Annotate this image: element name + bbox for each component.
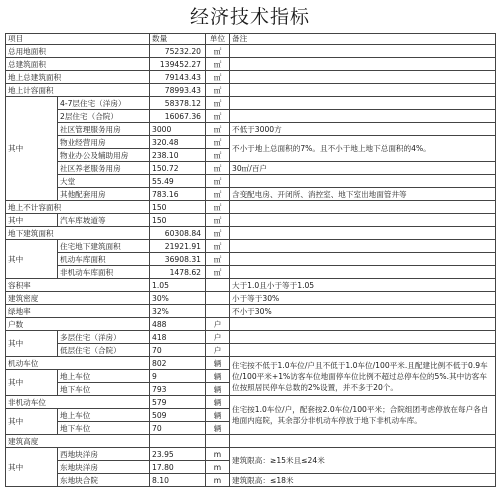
group-label-zhongji: 其中 (6, 370, 58, 396)
row-note (230, 240, 496, 253)
row-qty: 16067.36 (150, 110, 206, 123)
row-unit: ㎡ (206, 71, 230, 84)
row-note: 大于1.0且小于等于1.05 (230, 279, 496, 292)
row-label: 地上总建筑面积 (6, 71, 150, 84)
table-row (6, 279, 496, 292)
row-label: 建筑密度 (6, 292, 150, 305)
row-unit: 户 (206, 318, 230, 331)
table-row (6, 175, 496, 188)
row-label: 非机动车位 (6, 396, 150, 409)
row-unit: ㎡ (206, 214, 230, 227)
row-qty: 23.95 (150, 448, 206, 461)
header-item: 项目 (6, 34, 150, 45)
row-unit: ㎡ (206, 58, 230, 71)
row-note (230, 58, 496, 71)
row-unit: 辆 (206, 370, 230, 383)
row-qty: 36908.31 (150, 253, 206, 266)
header-qty: 数量 (150, 34, 206, 45)
sub-label: 大堂 (58, 175, 150, 188)
row-unit (206, 279, 230, 292)
row-note: 住宅按1.0车位/户，配套按2.0车位/100平米；合院组团考虑停放在每户各自地面内庭院，其余部分非机动车停放于地下非机动车库。 (230, 396, 496, 435)
row-unit: 辆 (206, 383, 230, 396)
group-label-zhongji: 其中 (6, 331, 58, 357)
table-row (6, 136, 496, 149)
row-qty: 70 (150, 344, 206, 357)
sub-label: 地上车位 (58, 409, 150, 422)
sub-label: 其他配套用房 (58, 188, 150, 201)
sub-label: 社区养老服务用房 (58, 162, 150, 175)
row-label: 总建筑面积 (6, 58, 150, 71)
row-note: 建筑限高：≥15米且≤24米 (230, 448, 496, 474)
row-unit: ㎡ (206, 97, 230, 110)
row-unit: 户 (206, 344, 230, 357)
row-qty: 509 (150, 409, 206, 422)
row-note: 不低于3000方 (230, 123, 496, 136)
row-note (230, 344, 496, 357)
sub-label: 住宅地下建筑面积 (58, 240, 150, 253)
document-title: 经济技术指标 (189, 6, 310, 28)
row-unit (206, 292, 230, 305)
row-qty: 78993.43 (150, 84, 206, 97)
row-unit: 辆 (206, 396, 230, 409)
sub-label: 4-7层住宅（洋房） (58, 97, 150, 110)
sub-label: 地上车位 (58, 370, 150, 383)
row-qty: 60308.84 (150, 227, 206, 240)
sub-label: 汽车库坡道等 (58, 214, 150, 227)
row-unit: ㎡ (206, 240, 230, 253)
sub-label: 多层住宅（洋房） (58, 331, 150, 344)
table-row (6, 435, 496, 448)
table-row (6, 344, 496, 357)
row-note (230, 175, 496, 188)
row-qty: 793 (150, 383, 206, 396)
table-row (6, 227, 496, 240)
group-label-zhongji: 其中 (6, 448, 58, 487)
row-qty: 139452.27 (150, 58, 206, 71)
sub-label: 低层住宅（合院） (58, 344, 150, 357)
row-unit: ㎡ (206, 45, 230, 58)
row-note: 30㎡/百户 (230, 162, 496, 175)
row-unit: 辆 (206, 422, 230, 435)
table-row (6, 448, 496, 461)
table-row (6, 396, 496, 409)
row-note (230, 227, 496, 240)
sub-label: 社区管理服务用房 (58, 123, 150, 136)
group-label-zhongji: 其中 (6, 240, 58, 279)
row-note (230, 435, 496, 448)
table-row (6, 97, 496, 110)
table-row (6, 214, 496, 227)
table-row (6, 162, 496, 175)
table-row (6, 253, 496, 266)
row-label: 绿地率 (6, 305, 150, 318)
group-label-zhongji: 其中 (6, 214, 58, 227)
row-unit: ㎡ (206, 162, 230, 175)
row-label: 地下建筑面积 (6, 227, 150, 240)
row-unit: ㎡ (206, 253, 230, 266)
row-note: 含变配电房、开闭所、消控室、地下室出地面管井等 (230, 188, 496, 201)
row-unit: m (206, 448, 230, 461)
row-note (230, 253, 496, 266)
sub-label: 物业办公及辅助用房 (58, 149, 150, 162)
row-qty: 8.10 (150, 474, 206, 487)
row-unit: ㎡ (206, 188, 230, 201)
row-qty: 9 (150, 370, 206, 383)
row-note: 不小于30% (230, 305, 496, 318)
row-label: 容积率 (6, 279, 150, 292)
table-row (6, 266, 496, 279)
sub-label: 物业经营用房 (58, 136, 150, 149)
sub-label: 机动车库面积 (58, 253, 150, 266)
group-label-zhongji: 其中 (6, 409, 58, 435)
row-qty (150, 435, 206, 448)
row-unit: m (206, 474, 230, 487)
row-unit: 户 (206, 331, 230, 344)
table-row (6, 188, 496, 201)
row-note: 不小于地上总面积的7%。且不小于地上地下总面积的4%。 (230, 136, 496, 162)
row-unit: 辆 (206, 357, 230, 370)
row-note: 住宅按不低于1.0车位/户且不低于1.0车位/100平米.且配建比例不低于0.9车位/100平米+1%访客车位地面停车位比例不超过总停车位的5%.其中访客车位按照居民停车总数的2%设置，并不多于20个。 (230, 357, 496, 396)
table-row (6, 201, 496, 214)
table-row (6, 240, 496, 253)
row-note (230, 318, 496, 331)
table-row (6, 58, 496, 71)
row-qty: 418 (150, 331, 206, 344)
row-qty: 30% (150, 292, 206, 305)
row-note (230, 71, 496, 84)
table-header-row (6, 34, 496, 45)
row-qty: 150 (150, 214, 206, 227)
row-note (230, 266, 496, 279)
row-qty: 58378.12 (150, 97, 206, 110)
table-row (6, 292, 496, 305)
row-note (230, 97, 496, 110)
row-qty: 3000 (150, 123, 206, 136)
row-qty: 802 (150, 357, 206, 370)
table-row (6, 331, 496, 344)
row-qty: 55.49 (150, 175, 206, 188)
sub-label: 地下车位 (58, 422, 150, 435)
row-qty: 150 (150, 201, 206, 214)
row-note (230, 45, 496, 58)
row-unit: ㎡ (206, 136, 230, 149)
row-note (230, 331, 496, 344)
row-note (230, 84, 496, 97)
table-row (6, 318, 496, 331)
row-qty: 1478.62 (150, 266, 206, 279)
table-row (6, 45, 496, 58)
row-label: 地上计容面积 (6, 84, 150, 97)
row-qty: 320.48 (150, 136, 206, 149)
row-unit: m (206, 461, 230, 474)
row-qty: 1.05 (150, 279, 206, 292)
header-note: 备注 (230, 34, 496, 45)
row-unit: ㎡ (206, 201, 230, 214)
row-qty: 238.10 (150, 149, 206, 162)
group-label-zhongji: 其中 (6, 97, 58, 201)
row-unit (206, 435, 230, 448)
table-row (6, 305, 496, 318)
indicators-table (5, 33, 496, 487)
row-unit: ㎡ (206, 266, 230, 279)
row-note: 小于等于30% (230, 292, 496, 305)
table-row (6, 110, 496, 123)
row-note: 建筑限高：≤18米 (230, 474, 496, 487)
row-qty: 70 (150, 422, 206, 435)
row-note (230, 214, 496, 227)
sub-label: 地下车位 (58, 383, 150, 396)
header-unit: 单位 (206, 34, 230, 45)
sub-label: 东地块洋房 (58, 461, 150, 474)
row-unit: ㎡ (206, 84, 230, 97)
sub-label: 西地块洋房 (58, 448, 150, 461)
sub-label: 东地块合院 (58, 474, 150, 487)
row-label: 地上不计容面积 (6, 201, 150, 214)
row-label: 总用地面积 (6, 45, 150, 58)
row-note (230, 110, 496, 123)
row-unit: ㎡ (206, 149, 230, 162)
row-qty: 17.80 (150, 461, 206, 474)
row-unit: ㎡ (206, 110, 230, 123)
row-qty: 579 (150, 396, 206, 409)
table-row (6, 123, 496, 136)
row-qty: 150.72 (150, 162, 206, 175)
table-row (6, 84, 496, 97)
row-qty: 32% (150, 305, 206, 318)
row-unit: 辆 (206, 409, 230, 422)
row-unit: ㎡ (206, 123, 230, 136)
row-unit: ㎡ (206, 227, 230, 240)
sub-label: 2层住宅（合院） (58, 110, 150, 123)
row-qty: 79143.43 (150, 71, 206, 84)
row-label: 户数 (6, 318, 150, 331)
row-note (230, 201, 496, 214)
row-qty: 21921.91 (150, 240, 206, 253)
row-qty: 488 (150, 318, 206, 331)
row-unit (206, 305, 230, 318)
table-row (6, 71, 496, 84)
table-row (6, 357, 496, 370)
sub-label: 非机动车库面积 (58, 266, 150, 279)
row-unit: ㎡ (206, 175, 230, 188)
row-label: 建筑高度 (6, 435, 150, 448)
row-label: 机动车位 (6, 357, 150, 370)
row-qty: 783.16 (150, 188, 206, 201)
row-qty: 75232.20 (150, 45, 206, 58)
